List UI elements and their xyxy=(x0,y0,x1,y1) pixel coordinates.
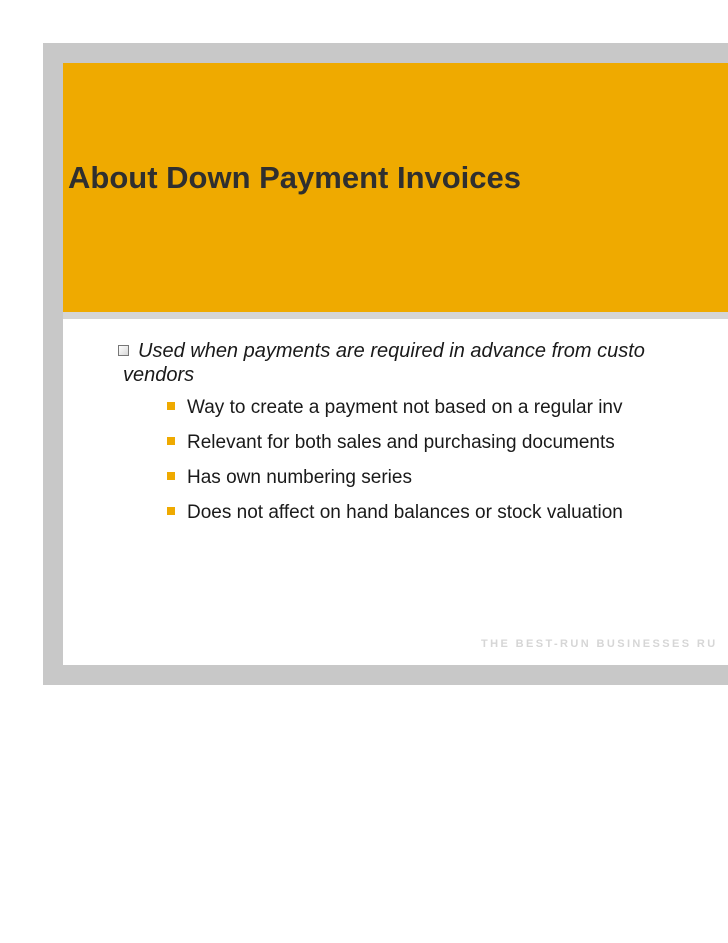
sub-bullet-item xyxy=(167,467,623,489)
sub-bullet-item xyxy=(167,432,623,454)
square-bullet-icon xyxy=(167,437,175,445)
slide-title: About Down Payment Invoices xyxy=(68,160,522,195)
slide-content xyxy=(63,319,728,665)
sub-bullet-text: Does not affect on hand balances or stock valuation xyxy=(187,502,623,523)
square-bullet-icon xyxy=(167,402,175,410)
slide xyxy=(63,63,728,665)
sub-bullet-text: Has own numbering series xyxy=(187,467,412,488)
main-bullet xyxy=(118,339,728,387)
sub-bullet-list xyxy=(167,397,623,537)
slide-frame xyxy=(43,43,728,685)
square-bullet-icon xyxy=(167,472,175,480)
sub-bullet-text: Way to create a payment not based on a regular inv xyxy=(187,397,623,418)
sub-bullet-item xyxy=(167,502,623,524)
sub-bullet-text: Relevant for both sales and purchasing documents xyxy=(187,432,615,453)
sub-bullet-item xyxy=(167,397,623,419)
main-bullet-line1: Used when payments are required in advance from custo xyxy=(138,340,645,362)
brand-tagline: THE BEST-RUN BUSINESSES RU xyxy=(481,638,718,650)
title-band xyxy=(63,63,728,319)
square-bullet-icon xyxy=(167,507,175,515)
main-bullet-line2: vendors xyxy=(123,364,195,386)
checkbox-bullet-icon xyxy=(118,345,129,356)
